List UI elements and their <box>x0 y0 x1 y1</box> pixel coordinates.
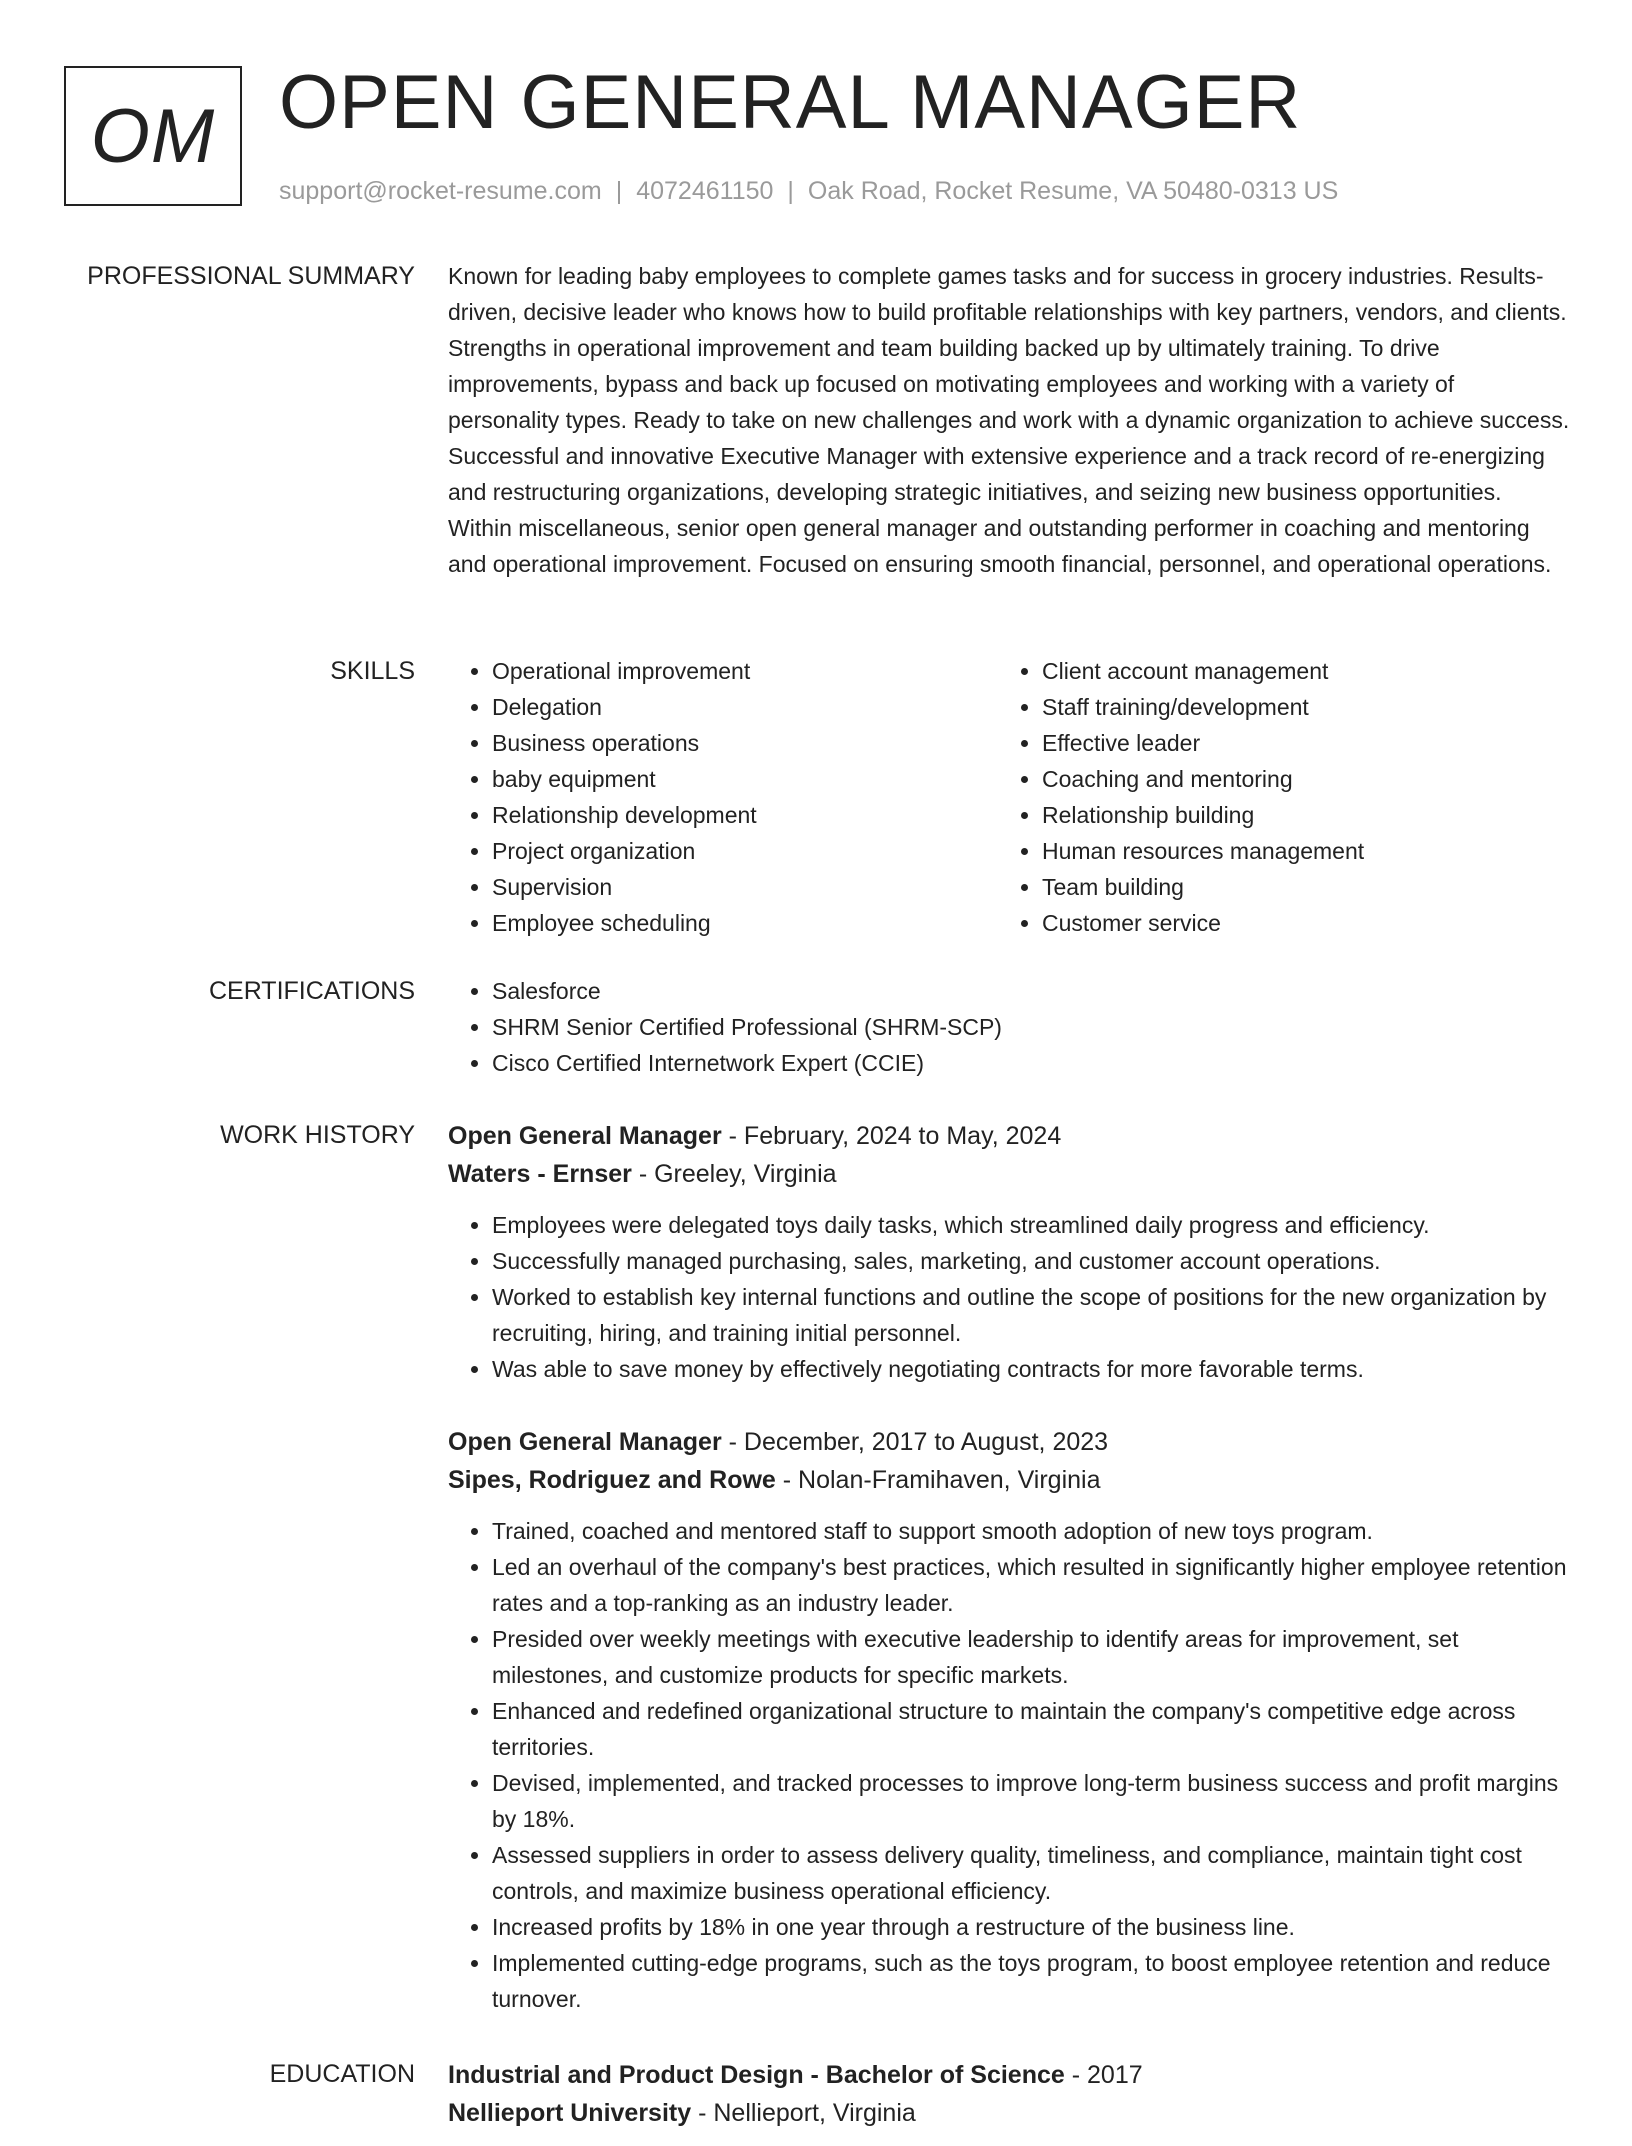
degree-line <box>448 2056 1570 2094</box>
skill-item: • Employee scheduling <box>492 905 998 941</box>
summary-text: Known for leading baby employees to complete games tasks and for success in grocery industries. Results-driven, decisive leader who knows how to build profitable relationships with key partners, vendors, and clients. Strengths in operational improvement and team building backed up by ultimately training. To drive improvements, bypass and back up focused on motivating employees and working with a variety of personality types. Ready to take on new challenges and work with a dynamic organization to achieve success. Successful and innovative Executive Manager with extensive experience and a track record of re-energizing and restructuring organizations, developing strategic initiatives, and seizing new business opportunities. Within miscellaneous, senior open general manager and outstanding performer in coaching and mentoring and operational improvement. Focused on ensuring smooth financial, personnel, and operational operations. <box>448 263 1570 577</box>
contact-line <box>279 176 1338 206</box>
certifications-list <box>448 973 1570 1081</box>
section-label-skills: SKILLS <box>330 657 415 685</box>
skill-item: • Operational improvement <box>492 653 998 689</box>
skill-item: • Relationship development <box>492 797 998 833</box>
skill-item: • Customer service <box>1042 905 1558 941</box>
job-bullet: • Worked to establish key internal functions and outline the scope of positions for the new organization by recruiting, hiring, and training initial personnel. <box>492 1279 1570 1351</box>
employer-location: - Nolan-Framihaven, Virginia <box>775 1466 1101 1494</box>
job-bullet: • Led an overhaul of the company's best practices, which resulted in significantly higher employee retention rates and a top-ranking as an industry leader. <box>492 1549 1570 1621</box>
employer-location: - Greeley, Virginia <box>631 1160 837 1188</box>
employer-line <box>448 1461 1570 1499</box>
certification-item: • Cisco Certified Internetwork Expert (CCIE) <box>492 1045 1570 1081</box>
job-bullets <box>448 1513 1570 2017</box>
skill-item: • Team building <box>1042 869 1558 905</box>
skills-list-left <box>448 653 998 941</box>
job-bullet: • Enhanced and redefined organizational structure to maintain the company's competitive edge across territories. <box>492 1693 1570 1765</box>
job-dates: - February, 2024 to May, 2024 <box>721 1122 1062 1150</box>
job-bullet: • Presided over weekly meetings with executive leadership to identify areas for improvement, set milestones, and customize products for specific markets. <box>492 1621 1570 1693</box>
section-label-work-history: WORK HISTORY <box>220 1121 415 1149</box>
employer-name: Waters - Ernser <box>448 1160 632 1188</box>
job-bullet: • Successfully managed purchasing, sales, marketing, and customer account operations. <box>492 1243 1570 1279</box>
skill-item: • Client account management <box>1042 653 1558 689</box>
graduation-year: - 2017 <box>1064 2061 1143 2089</box>
job-bullet: • Trained, coached and mentored staff to support smooth adoption of new toys program. <box>492 1513 1570 1549</box>
school-line <box>448 2094 1570 2132</box>
section-label-summary: PROFESSIONAL SUMMARY <box>87 262 415 290</box>
job-bullets <box>448 1207 1570 1387</box>
certification-item: • SHRM Senior Certified Professional (SHRM-SCP) <box>492 1009 1570 1045</box>
section-label-certifications: CERTIFICATIONS <box>208 977 415 1005</box>
skill-item: • baby equipment <box>492 761 998 797</box>
skill-item: • Human resources management <box>1042 833 1558 869</box>
job-entry <box>448 1117 1570 1387</box>
skill-item: • Project organization <box>492 833 998 869</box>
job-title-line <box>448 1117 1570 1155</box>
job-bullet: • Increased profits by 18% in one year through a restructure of the business line. <box>492 1909 1570 1945</box>
job-bullet: • Was able to save money by effectively negotiating contracts for more favorable terms. <box>492 1351 1570 1387</box>
school-location: - Nellieport, Virginia <box>691 2099 916 2127</box>
certification-item: • Salesforce <box>492 973 1570 1009</box>
skill-item: • Staff training/development <box>1042 689 1558 725</box>
skill-item: • Business operations <box>492 725 998 761</box>
skill-item: • Delegation <box>492 689 998 725</box>
separator: | <box>787 177 794 205</box>
job-bullet: • Assessed suppliers in order to assess delivery quality, timeliness, and compliance, maintain tight cost controls, and maximize business operational efficiency. <box>492 1837 1570 1909</box>
job-title-line <box>448 1423 1570 1461</box>
skill-item: • Effective leader <box>1042 725 1558 761</box>
degree: Industrial and Product Design - Bachelor of Science <box>448 2061 1065 2089</box>
skills-list-right <box>998 653 1558 941</box>
candidate-name: OPEN GENERAL MANAGER <box>279 60 1302 145</box>
job-title: Open General Manager <box>448 1122 722 1150</box>
job-bullet: • Implemented cutting-edge programs, such as the toys program, to boost employee retention and reduce turnover. <box>492 1945 1570 2017</box>
employer-line <box>448 1155 1570 1193</box>
skill-item: • Relationship building <box>1042 797 1558 833</box>
email[interactable]: support@rocket-resume.com <box>279 177 602 205</box>
school-name: Nellieport University <box>448 2099 692 2127</box>
employer-name: Sipes, Rodriguez and Rowe <box>448 1466 776 1494</box>
job-entry <box>448 1423 1570 2017</box>
separator: | <box>615 177 623 205</box>
phone[interactable]: 4072461150 <box>636 177 774 205</box>
job-dates: - December, 2017 to August, 2023 <box>721 1428 1109 1456</box>
skill-item: • Coaching and mentoring <box>1042 761 1558 797</box>
address: Oak Road, Rocket Resume, VA 50480-0313 US <box>807 177 1339 205</box>
monogram: OM <box>64 66 242 206</box>
job-bullet: • Employees were delegated toys daily tasks, which streamlined daily progress and efficiency. <box>492 1207 1570 1243</box>
section-label-education: EDUCATION <box>269 2060 415 2088</box>
job-bullet: • Devised, implemented, and tracked processes to improve long-term business success and profit margins by 18%. <box>492 1765 1570 1837</box>
skill-item: • Supervision <box>492 869 998 905</box>
job-title: Open General Manager <box>448 1428 722 1456</box>
